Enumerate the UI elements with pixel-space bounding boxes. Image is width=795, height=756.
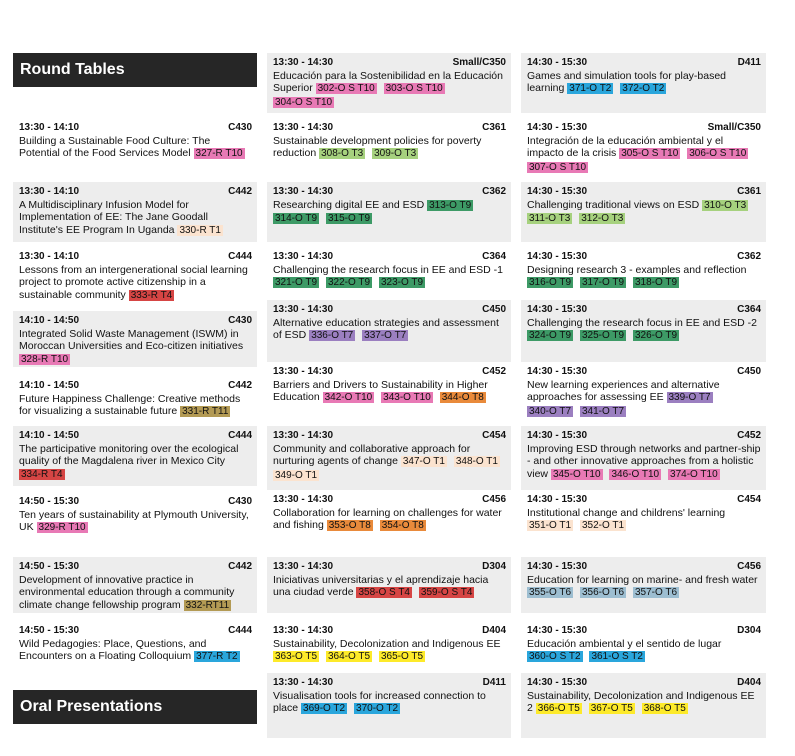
session-title: Development of innovative practice in environmental education through a community climate change fellowship program (19, 573, 235, 611)
session-tag: 306-O S T10 (689, 148, 747, 160)
session-meta (19, 186, 252, 199)
session-tags (356, 586, 478, 598)
session-body (273, 70, 506, 110)
session-tags (129, 289, 179, 301)
session-tag: 339-O T7 (668, 392, 711, 404)
session-meta (19, 315, 252, 328)
session-tag: 355-O T6 (529, 587, 572, 599)
session-room: D411 (737, 57, 761, 68)
oral-presentations-header: Oral Presentations (13, 690, 257, 724)
session-tag: 356-O T6 (581, 587, 625, 599)
session-time: 14:10 - 14:50 (19, 380, 80, 391)
session-block (521, 490, 766, 546)
session-body (273, 264, 506, 290)
session-meta (527, 122, 761, 135)
session-title: Future Happiness Challenge: Creative methods for visualizing a sustainable future (19, 392, 241, 418)
session-meta (273, 186, 506, 199)
session-block (267, 247, 511, 299)
session-meta (273, 677, 506, 690)
session-tag: 361-O S T2 (591, 651, 643, 663)
session-room: C456 (737, 561, 761, 572)
session-tag: 348-O T1 (455, 456, 498, 468)
session-body (527, 507, 761, 533)
session-tag: 312-O T3 (581, 213, 624, 225)
session-block (521, 182, 766, 242)
session-body (273, 507, 506, 533)
session-time: 13:30 - 14:30 (273, 57, 334, 68)
session-meta (19, 561, 252, 574)
session-title: Sustainability, Decolonization and Indigenous EE 2 (527, 689, 755, 715)
session-body (527, 135, 761, 175)
session-title: Building a Sustainable Food Culture: The Potential of the Food Services Model (19, 134, 211, 160)
session-room: C364 (737, 304, 761, 315)
session-block (13, 247, 257, 307)
session-tag: 316-O T9 (529, 277, 572, 289)
session-tag: 310-O T3 (704, 199, 747, 211)
session-meta (19, 380, 252, 393)
session-tag: 358-O S T4 (358, 587, 410, 599)
session-tags (194, 147, 249, 159)
session-tags (323, 391, 490, 403)
session-time: 14:30 - 15:30 (527, 561, 588, 572)
session-tag: 365-O T5 (380, 651, 424, 663)
session-tag: 369-O T2 (303, 703, 346, 715)
session-tag: 344-O T8 (441, 392, 484, 404)
session-tags (180, 405, 234, 417)
session-tag: 313-O T9 (429, 199, 472, 211)
session-title: A Multidisciplinary Infusion Model for Implementation of EE: The Jane Goodall Institute's EE Program In Uganda (19, 198, 208, 236)
session-tag: 340-O T7 (529, 405, 572, 417)
session-title: Challenging the research focus in EE and ESD -2 (527, 316, 757, 329)
session-block (521, 53, 766, 113)
session-room: C361 (737, 186, 761, 197)
session-body (273, 199, 506, 226)
session-room: C430 (228, 315, 252, 326)
session-meta (19, 430, 252, 443)
session-body (19, 264, 252, 303)
session-block (267, 673, 511, 738)
session-tags (527, 519, 630, 531)
session-body (527, 264, 761, 290)
session-tag: 309-O T3 (374, 148, 417, 160)
session-tags (194, 650, 244, 662)
session-room: C454 (737, 494, 761, 505)
session-body (273, 379, 506, 405)
session-body (19, 328, 252, 367)
session-block (521, 247, 766, 299)
session-tag: 330-R T1 (179, 224, 221, 236)
session-tag: 374-O T10 (670, 468, 718, 480)
session-meta (527, 625, 761, 638)
session-block (521, 118, 766, 178)
session-room: C450 (482, 304, 506, 315)
session-tags (309, 329, 412, 341)
session-tag: 342-O T10 (324, 392, 373, 404)
session-tag: 322-O T9 (327, 277, 371, 289)
session-tag: 349-O T1 (275, 469, 318, 481)
session-time: 13:30 - 14:30 (273, 186, 334, 197)
session-meta (273, 430, 506, 443)
session-time: 13:30 - 14:30 (273, 494, 334, 505)
session-tag: 346-O T10 (611, 468, 660, 480)
session-title: Visualisation tools for increased connection to place (273, 689, 486, 715)
session-body (273, 317, 506, 343)
session-block (13, 376, 257, 428)
session-meta (527, 430, 761, 443)
round-tables-header: Round Tables (13, 53, 257, 87)
session-room: D404 (737, 677, 761, 688)
session-tag: 328-R T10 (21, 353, 69, 365)
session-title: Improving ESD through networks and partner-ship - and other innovative approaches from a holistic view (527, 442, 761, 480)
session-meta (273, 122, 506, 135)
session-room: C454 (482, 430, 506, 441)
session-meta (19, 496, 252, 509)
session-tag: 353-O T8 (328, 520, 371, 532)
session-tag: 324-O T9 (529, 330, 572, 342)
session-block (267, 182, 511, 242)
session-time: 14:30 - 15:30 (527, 677, 588, 688)
session-tag: 371-O T2 (569, 83, 612, 95)
session-room: C364 (482, 251, 506, 262)
session-title: Researching digital EE and ESD (273, 198, 425, 211)
session-tag: 315-O T9 (327, 213, 371, 225)
session-time: 13:30 - 14:30 (273, 561, 334, 572)
session-meta (273, 366, 506, 379)
session-tags (567, 82, 670, 94)
session-time: 13:30 - 14:10 (19, 251, 80, 262)
session-meta (273, 251, 506, 264)
session-tag: 357-O T6 (634, 587, 678, 599)
session-tag: 321-O T9 (275, 277, 318, 289)
session-tags (19, 353, 74, 365)
session-title: Community and collaborative approach for nurturing agents of change (273, 442, 471, 468)
session-room: C444 (228, 625, 252, 636)
session-meta (273, 561, 506, 574)
session-tag: 368-O T5 (643, 703, 686, 715)
session-room: D304 (737, 625, 761, 636)
session-tag: 307-O S T10 (529, 161, 587, 173)
session-title: The participative monitoring over the ecological quality of the Magdalena river in Mexico City (19, 442, 239, 468)
session-tag: 304-O S T10 (275, 96, 333, 108)
session-title: New learning experiences and alternative approaches for assessing EE (527, 378, 720, 404)
session-time: 14:30 - 15:30 (527, 366, 588, 377)
session-room: D411 (482, 677, 506, 688)
session-body (273, 443, 506, 483)
session-body (527, 574, 761, 600)
session-room: C362 (737, 251, 761, 262)
session-title: Integración de la educación ambiental y el impacto de la crisis (527, 134, 724, 160)
session-time: 14:30 - 15:30 (527, 122, 588, 133)
session-title: Barriers and Drivers to Sustainability in Higher Education (273, 378, 488, 404)
session-block (13, 182, 257, 242)
session-block (267, 362, 511, 424)
session-meta (273, 625, 506, 638)
session-title: Institutional change and childrens' learning (527, 506, 726, 519)
session-tag: 366-O T5 (537, 703, 580, 715)
session-meta (527, 494, 761, 507)
session-tag: 372-O T2 (622, 83, 665, 95)
session-time: 14:50 - 15:30 (19, 561, 80, 572)
session-block (521, 426, 766, 490)
session-meta (527, 561, 761, 574)
session-meta (527, 366, 761, 379)
session-tags (327, 519, 430, 531)
session-block (267, 300, 511, 362)
session-body (527, 70, 761, 96)
session-meta (19, 251, 252, 264)
session-block (267, 118, 511, 178)
session-time: 14:30 - 15:30 (527, 494, 588, 505)
session-tags (184, 599, 236, 611)
session-title: Educación para la Sostenibilidad en la Educación Superior (273, 69, 503, 95)
session-tags (319, 147, 422, 159)
session-time: 14:50 - 15:30 (19, 625, 80, 636)
session-tag: 345-O T10 (552, 468, 601, 480)
session-body (19, 509, 252, 535)
session-tag: 317-O T9 (581, 277, 625, 289)
session-room: C452 (737, 430, 761, 441)
session-title: Iniciativas universitarias y el aprendizaje hacia una ciudad verde (273, 573, 489, 599)
session-meta (273, 304, 506, 317)
session-block (521, 621, 766, 671)
session-time: 14:30 - 15:30 (527, 57, 588, 68)
session-tags (551, 468, 724, 480)
session-meta (19, 122, 252, 135)
session-tags (19, 468, 69, 480)
session-tag: 318-O T9 (634, 277, 678, 289)
session-tags (536, 702, 692, 714)
session-block (13, 621, 257, 683)
session-meta (527, 251, 761, 264)
session-tag: 302-O S T10 (317, 83, 375, 95)
session-room: C456 (482, 494, 506, 505)
session-title: Collaboration for learning on challenges for water and fishing (273, 506, 502, 532)
session-tag: 360-O S T2 (529, 651, 581, 663)
session-room: C442 (228, 186, 252, 197)
session-room: D404 (482, 625, 506, 636)
session-meta (273, 57, 506, 70)
session-time: 13:30 - 14:30 (273, 251, 334, 262)
session-tag: 303-O S T10 (385, 83, 443, 95)
session-body (273, 690, 506, 716)
session-meta (527, 186, 761, 199)
session-tag: 363-O T5 (275, 651, 318, 663)
session-tags (527, 276, 683, 288)
session-room: C430 (228, 122, 252, 133)
session-body (19, 443, 252, 482)
session-title: Education for learning on marine- and fresh water (527, 573, 758, 586)
session-tags (527, 586, 683, 598)
session-tag: 311-O T3 (529, 213, 571, 225)
session-body (19, 638, 252, 664)
session-body (273, 135, 506, 161)
session-time: 13:30 - 14:10 (19, 122, 80, 133)
session-time: 13:30 - 14:30 (273, 366, 334, 377)
session-time: 14:10 - 14:50 (19, 430, 80, 441)
session-block (267, 490, 511, 546)
session-room: C442 (228, 380, 252, 391)
session-meta (527, 677, 761, 690)
session-room: C452 (482, 366, 506, 377)
session-room: C442 (228, 561, 252, 572)
session-block (267, 53, 511, 113)
session-tag: 352-O T1 (581, 520, 625, 532)
session-tag: 332-RT11 (185, 599, 230, 611)
session-title: Ten years of sustainability at Plymouth University, UK (19, 508, 249, 534)
session-room: C444 (228, 251, 252, 262)
session-body (527, 379, 761, 419)
session-time: 14:30 - 15:30 (527, 304, 588, 315)
session-block (13, 557, 257, 613)
session-tags (273, 650, 429, 662)
session-time: 13:30 - 14:30 (273, 122, 334, 133)
session-tag: 359-O S T4 (420, 587, 473, 599)
session-room: Small/C350 (452, 57, 506, 68)
session-tag: 377-R T2 (196, 651, 238, 663)
session-tag: 325-O T9 (581, 330, 625, 342)
session-tags (37, 521, 92, 533)
session-body (273, 638, 506, 664)
session-tag: 351-O T1 (529, 520, 572, 532)
session-body (527, 443, 761, 482)
session-title: Integrated Solid Waste Management (ISWM) in Moroccan Universities and Eco-citizen initiatives (19, 327, 244, 353)
session-time: 14:10 - 14:50 (19, 315, 80, 326)
session-title: Sustainability, Decolonization and Indigenous EE (273, 637, 501, 650)
session-meta (19, 625, 252, 638)
session-tag: 367-O T5 (590, 703, 633, 715)
session-tag: 323-O T9 (380, 277, 424, 289)
session-time: 14:30 - 15:30 (527, 625, 588, 636)
session-tags (301, 702, 404, 714)
session-title: Wild Pedagogies: Place, Questions, and Encounters on a Floating Colloquium (19, 637, 207, 663)
session-tag: 336-O T7 (311, 330, 354, 342)
session-body (527, 638, 761, 664)
session-body (19, 393, 252, 419)
session-block (267, 557, 511, 613)
session-title: Alternative education strategies and assessment of ESD (273, 316, 499, 342)
session-tag: 337-O T7 (364, 330, 407, 342)
session-block (521, 557, 766, 613)
session-room: C450 (737, 366, 761, 377)
session-tag: 329-R T10 (38, 522, 86, 534)
session-block (13, 118, 257, 178)
session-tags (177, 224, 227, 236)
session-meta (527, 57, 761, 70)
session-body (527, 317, 761, 343)
session-title: Games and simulation tools for play-based learning (527, 69, 727, 95)
session-tag: 343-O T10 (383, 392, 431, 404)
session-body (273, 574, 506, 600)
session-room: C430 (228, 496, 252, 507)
session-meta (527, 304, 761, 317)
session-tag: 305-O S T10 (621, 148, 679, 160)
session-block (267, 426, 511, 490)
session-body (19, 574, 252, 613)
session-title: Challenging traditional views on ESD (527, 198, 700, 211)
session-tag: 370-O T2 (356, 703, 399, 715)
session-block (521, 362, 766, 424)
session-title: Designing research 3 - examples and reflection (527, 263, 747, 276)
session-time: 13:30 - 14:30 (273, 625, 334, 636)
session-title: Lessons from an intergenerational social learning project to promote active citizenship in a sustainable community (19, 263, 248, 301)
session-time: 13:30 - 14:30 (273, 677, 334, 688)
session-body (19, 199, 252, 238)
session-tag: 308-O T3 (321, 148, 364, 160)
session-tag: 347-O T1 (402, 456, 445, 468)
session-title: Challenging the research focus in EE and ESD -1 (273, 263, 503, 276)
session-meta (273, 494, 506, 507)
session-body (19, 135, 252, 161)
session-block (13, 492, 257, 548)
session-tag: 314-O T9 (275, 213, 318, 225)
session-time: 13:30 - 14:30 (273, 304, 334, 315)
session-time: 13:30 - 14:10 (19, 186, 80, 197)
session-tag: 354-O T8 (381, 520, 424, 532)
session-block (267, 621, 511, 671)
session-time: 13:30 - 14:30 (273, 430, 334, 441)
session-title: Educación ambiental y el sentido de lugar (527, 637, 722, 650)
session-tag: 364-O T5 (327, 651, 371, 663)
session-tags (527, 329, 683, 341)
session-room: C444 (228, 430, 252, 441)
session-room: C361 (482, 122, 506, 133)
session-block (521, 673, 766, 738)
session-tags (273, 276, 429, 288)
session-body (527, 690, 761, 716)
session-block (521, 300, 766, 362)
session-block (13, 426, 257, 486)
session-time: 14:30 - 15:30 (527, 251, 588, 262)
session-tag: 333-R T4 (130, 289, 173, 301)
session-tags (527, 650, 649, 662)
session-room: Small/C350 (707, 122, 761, 133)
session-tag: 326-O T9 (634, 330, 678, 342)
session-tag: 334-R T4 (21, 468, 63, 480)
session-block (13, 311, 257, 367)
session-room: C362 (482, 186, 506, 197)
session-tag: 331-R T11 (182, 406, 229, 418)
session-time: 14:30 - 15:30 (527, 430, 588, 441)
session-time: 14:30 - 15:30 (527, 186, 588, 197)
session-title: Sustainable development policies for poverty reduction (273, 134, 482, 160)
session-time: 14:50 - 15:30 (19, 496, 80, 507)
session-tag: 341-O T7 (581, 405, 625, 417)
session-body (527, 199, 761, 226)
session-room: D304 (482, 561, 506, 572)
session-tag: 327-R T10 (195, 148, 243, 160)
